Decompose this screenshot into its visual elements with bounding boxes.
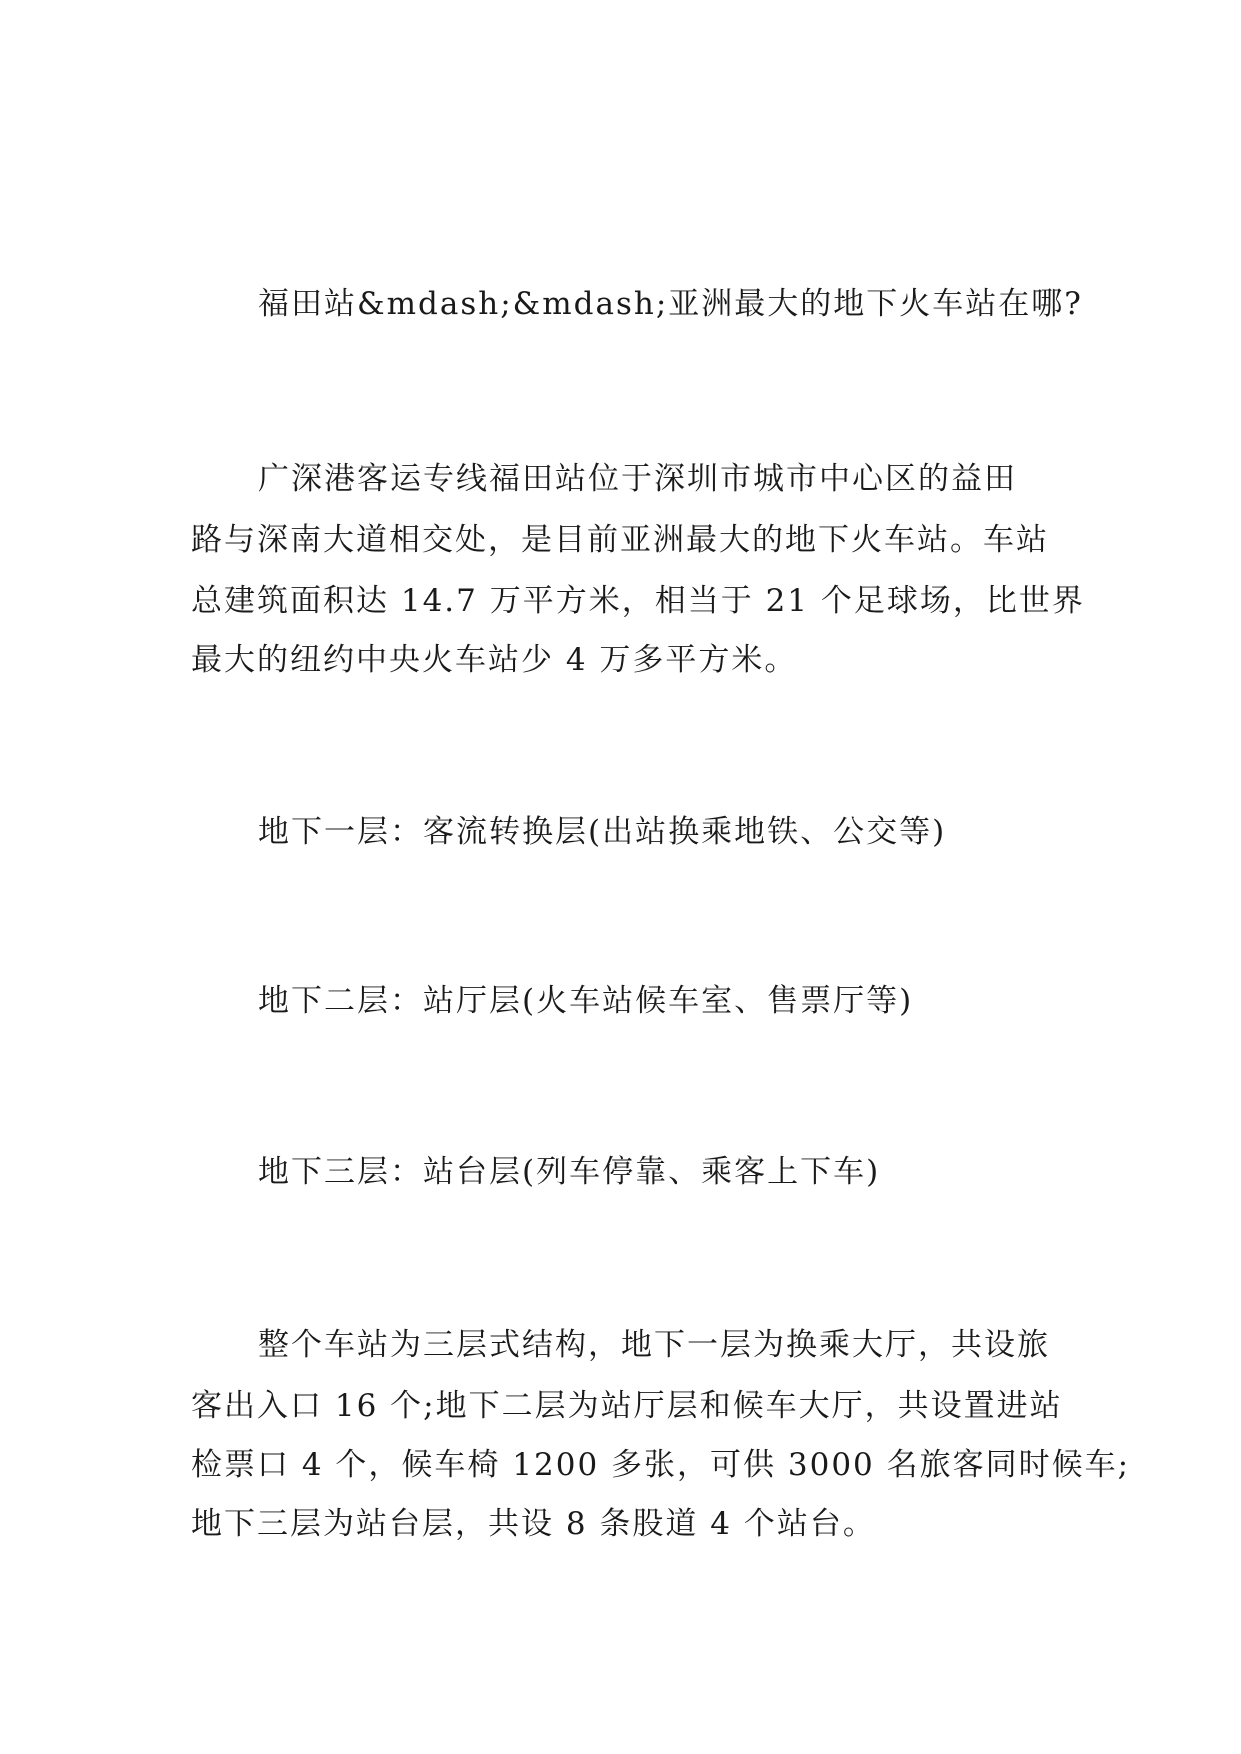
paragraph-line: 客出入口 16 个;地下二层为站厅层和候车大厅，共设置进站 [191, 1388, 1063, 1424]
paragraph-line: 最大的纽约中央火车站少 4 万多平方米。 [191, 642, 798, 678]
paragraph-line: 整个车站为三层式结构，地下一层为换乘大厅，共设旅 [258, 1327, 1050, 1363]
floor-1-paragraph: 地下一层：客流转换层(出站换乘地铁、公交等) [258, 814, 947, 850]
paragraph-line: 地下三层为站台层，共设 8 条股道 4 个站台。 [191, 1506, 876, 1542]
floor-3-paragraph: 地下三层：站台层(列车停靠、乘客上下车) [258, 1154, 881, 1190]
paragraph-line: 总建筑面积达 14.7 万平方米，相当于 21 个足球场，比世界 [191, 583, 1085, 619]
paragraph-line: 路与深南大道相交处，是目前亚洲最大的地下火车站。车站 [191, 522, 1049, 558]
page-title: 福田站&mdash;&mdash;亚洲最大的地下火车站在哪? [258, 286, 1083, 322]
paragraph-line: 检票口 4 个，候车椅 1200 多张，可供 3000 名旅客同时候车; [191, 1447, 1131, 1483]
paragraph-line: 广深港客运专线福田站位于深圳市城市中心区的益田 [258, 461, 1017, 497]
floor-2-paragraph: 地下二层：站厅层(火车站候车室、售票厅等) [258, 983, 914, 1019]
